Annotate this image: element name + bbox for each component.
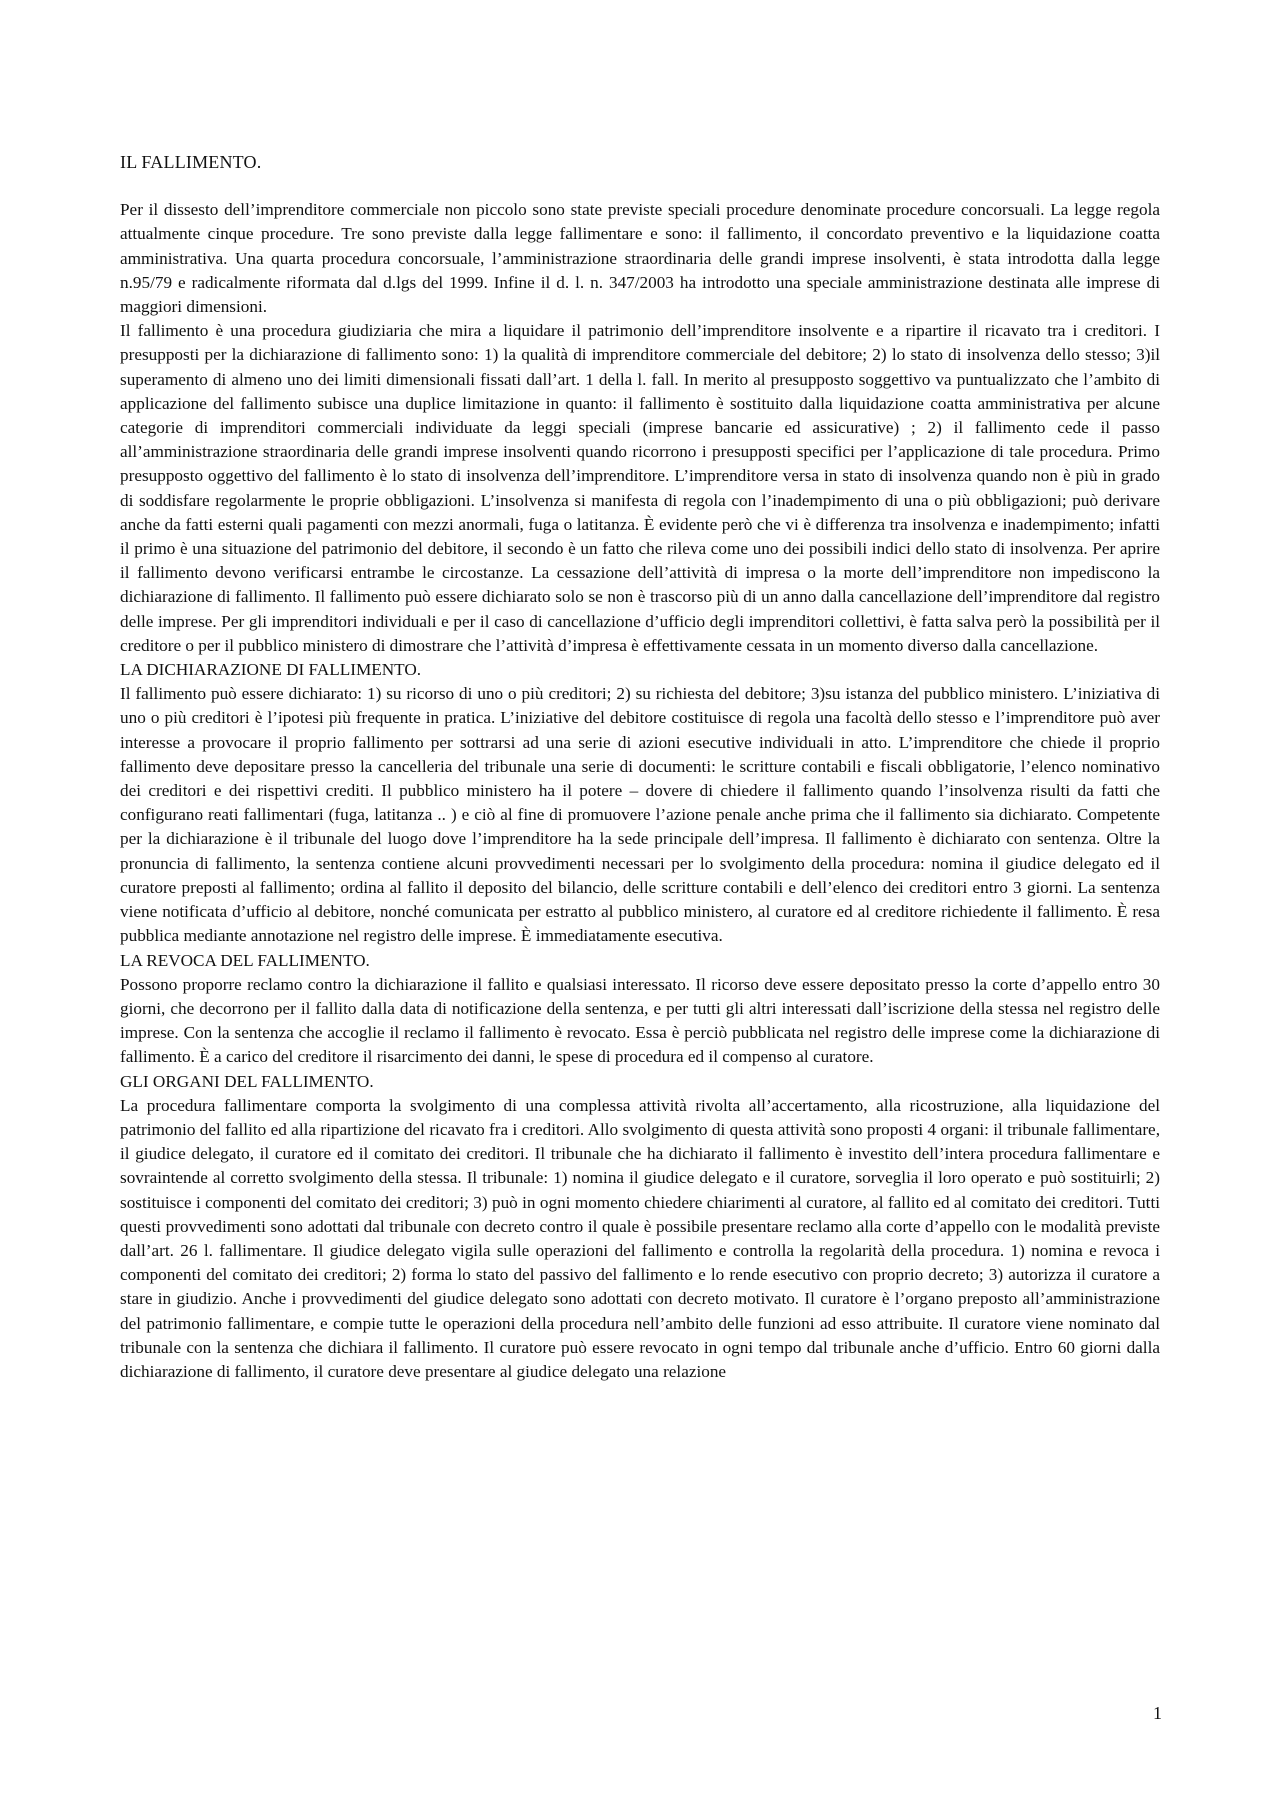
paragraph-intro: Per il dissesto dell’imprenditore commerciale non piccolo sono state previste speciali procedure denominate procedure concorsuali. La legge regola attualmente cinque procedure. Tre sono previste dalla legge fallimentare e sono: il fallimento, il concordato preventivo e la liquidazione coatta amministrativa. Una quarta procedura concorsuale, l’amministrazione straordinaria delle grandi imprese insolventi, è stata introdotta dalla legge n.95/79 e radicalmente riformata dal d.lgs del 1999. Infine il d. l. n. 347/2003 ha introdotto una speciale amministrazione destinata alle imprese di maggiori dimensioni.: [120, 200, 1160, 317]
document-title: IL FALLIMENTO.: [120, 152, 262, 172]
section-heading-dichiarazione: LA DICHIARAZIONE DI FALLIMENTO.: [120, 660, 422, 680]
page-number: 1: [1153, 1703, 1162, 1723]
paragraph-organi: La procedura fallimentare comporta la svolgimento di una complessa attività rivolta all’accertamento, alla ricostruzione, alla liquidazione del patrimonio del fallito ed alla ripartizione del ricavato fra i creditori. Allo svolgimento di questa attività sono proposti 4 organi: il tribunale fallimentare, il giudice delegato, il curatore ed il comitato dei creditori. Il tribunale che ha dichiarato il fallimento è investito dell’intera procedura fallimentare e sovraintende al corretto svolgimento della stessa. Il tribunale: 1) nomina il giudice delegato e il curatore, sorveglia il loro operato e può sostituirli; 2) sostituisce i componenti del comitato dei creditori; 3) può in ogni momento chiedere chiarimenti al curatore, al fallito ed al comitato dei creditori. Tutti questi provvedimenti sono adottati dal tribunale con decreto contro il quale è possibile presentare reclamo alla corte d’appello con le modalità previste dall’art. 26 l. fallimentare. Il giudice delegato vigila sulle operazioni del fallimento e controlla la regolarità della procedura. 1) nomina e revoca i componenti del comitato dei creditori; 2) forma lo stato del passivo del fallimento e lo rende esecutivo con proprio decreto; 3) autorizza il curatore a stare in giudizio. Anche i provvedimenti del giudice delegato sono adottati con decreto motivato. Il curatore è l’organo preposto all’amministrazione del patrimonio fallimentare, e compie tutte le operazioni della procedura nell’ambito delle funzioni ad esso attribuite. Il curatore viene nominato dal tribunale con la sentenza che dichiara il fallimento. Il curatore può essere revocato in ogni tempo dal tribunale anche d’ufficio. Entro 60 giorni dalla dichiarazione di fallimento, il curatore deve presentare al giudice delegato una relazione: [120, 1095, 1160, 1381]
section-heading-revoca: LA REVOCA DEL FALLIMENTO.: [120, 950, 370, 970]
section-heading-organi: GLI ORGANI DEL FALLIMENTO.: [120, 1071, 374, 1091]
paragraph-revoca: Possono proporre reclamo contro la dichiarazione il fallito e qualsiasi interessato. Il ricorso deve essere depositato presso la corte d’appello entro 30 giorni, che decorrono per il fallito dalla data di notificazione della sentenza, e per tutti gli altri interessati dall’iscrizione della stessa nel registro delle imprese. Con la sentenza che accoglie il reclamo il fallimento è revocato. Essa è perciò pubblicata nel registro delle imprese come la dichiarazione di fallimento. È a carico del creditore il risarcimento dei danni, le spese di procedura ed il compenso al curatore.: [120, 974, 1160, 1067]
document-body: [120, 150, 1160, 1384]
paragraph-dichiarazione: Il fallimento può essere dichiarato: 1) su ricorso di uno o più creditori; 2) su richiesta del debitore; 3)su istanza del pubblico ministero. L’iniziativa di uno o più creditori è l’ipotesi più frequente in pratica. L’iniziative del debitore costituisce di regola una facoltà dello stesso e l’imprenditore può aver interesse a provocare il proprio fallimento per sottrarsi ad una serie di azioni esecutive individuali in atto. L’imprenditore che chiede il proprio fallimento deve depositare presso la cancelleria del tribunale una serie di documenti: le scritture contabili e fiscali obbligatorie, l’elenco nominativo dei creditori e dei rispettivi crediti. Il pubblico ministero ha il potere – dovere di chiedere il fallimento quando l’insolvenza risulti da fatti che configurano reati fallimentari (fuga, latitanza .. ) e ciò al fine di promuovere l’azione penale anche prima che il fallimento sia dichiarato. Competente per la dichiarazione è il tribunale del luogo dove l’imprenditore ha la sede principale dell’impresa. Il fallimento è dichiarato con sentenza. Oltre la pronuncia di fallimento, la sentenza contiene alcuni provvedimenti necessari per lo svolgimento della procedura: nomina il giudice delegato ed il curatore preposti al fallimento; ordina al fallito il deposito del bilancio, delle scritture contabili e dell’elenco dei creditori entro 3 giorni. La sentenza viene notificata d’ufficio al debitore, nonché comunicata per estratto al pubblico ministero, al curatore ed al creditore richiedente il fallimento. È resa pubblica mediante annotazione nel registro delle imprese. È immediatamente esecutiva.: [120, 684, 1160, 946]
paragraph-presupposti: Il fallimento è una procedura giudiziaria che mira a liquidare il patrimonio dell’imprenditore insolvente e a ripartire il ricavato tra i creditori. I presupposti per la dichiarazione di fallimento sono: 1) la qualità di imprenditore commerciale del debitore; 2) lo stato di insolvenza dello stesso; 3)il superamento di almeno uno dei limiti dimensionali fissati dall’art. 1 della l. fall. In merito al presupposto soggettivo va puntualizzato che l’ambito di applicazione del fallimento subisce una duplice limitazione in quanto: il fallimento è sostituito dalla liquidazione coatta amministrativa per alcune categorie di imprenditori commerciali individuate da leggi speciali (imprese bancarie ed assicurative) ; 2) il fallimento cede il passo all’amministrazione straordinaria delle grandi imprese insolventi quando ricorrono i presupposti specifici per l’applicazione di tale procedura. Primo presupposto oggettivo del fallimento è lo stato di insolvenza dell’imprenditore. L’imprenditore versa in stato di insolvenza quando non è più in grado di soddisfare regolarmente le proprie obbligazioni. L’insolvenza si manifesta di regola con l’inadempimento di una o più obbligazioni; può derivare anche da fatti esterni quali pagamenti con mezzi anormali, fuga o latitanza. È evidente però che vi è differenza tra insolvenza e inadempimento; infatti il primo è una situazione del patrimonio del debitore, il secondo è un fatto che rileva come uno dei possibili indici dello stato di insolvenza. Per aprire il fallimento devono verificarsi entrambe le circostanze. La cessazione dell’attività di impresa o la morte dell’imprenditore non impediscono la dichiarazione di fallimento. Il fallimento può essere dichiarato solo se non è trascorso più di un anno dalla cancellazione dell’imprenditore dal registro delle imprese. Per gli imprenditori individuali e per il caso di cancellazione d’ufficio degli imprenditori collettivi, è fatta salva però la possibilità per il creditore o per il pubblico ministero di dimostrare che l’attività d’impresa è effettivamente cessata in un momento diverso dalla cancellazione.: [120, 321, 1160, 655]
